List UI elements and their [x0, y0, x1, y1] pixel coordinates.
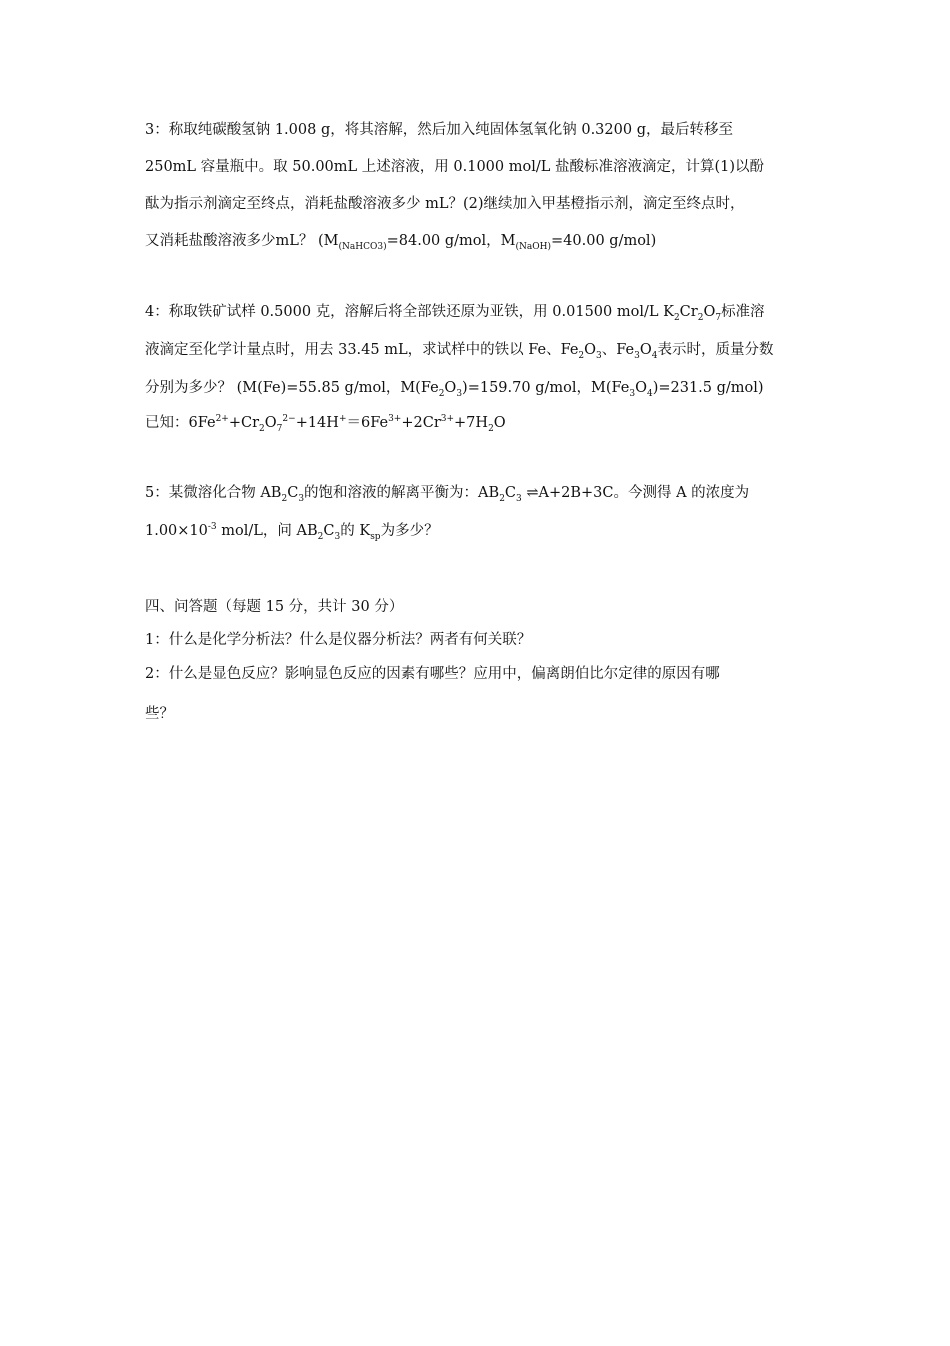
essay-question-2-line-2: 些？ [145, 706, 174, 722]
q3-line-2: 250mL 容量瓶中。取 50.00mL 上述溶液，用 0.1000 mol/L 盐酸标准溶液滴定，计算(1)以酚 [145, 159, 765, 175]
essay-question-1: 1：什么是化学分析法？什么是仪器分析法？两者有何关联？ [145, 632, 532, 648]
q5-line-1: 5：某微溶化合物 $AB_2C_3$的饱和溶液的解离平衡为：$AB_2C_3$ ⇌A+2B+3C。今测得 A 的浓度为 [145, 485, 750, 504]
q5-line-2: $1.00\times 10^{-3}$ mol/L，问 $AB_2C_3$的 $K_{sp}$为多少？ [145, 522, 439, 542]
q3-line-4: 又消耗盐酸溶液多少mL？ ($M_{(NaHCO3)}=84.00$ g/mol，$M_{(NaOH)}=40.00$ g/mol) [145, 233, 657, 252]
q4-line-3: 分别为多少？ (M(Fe)=55.85 g/mol，$M(Fe_2O_3)=159.70$ g/mol，$M(Fe_3O_4)=231.5$ g/mol) [145, 380, 764, 399]
q3-line-1: 3：称取纯碳酸氢钠 1.008 g，将其溶解，然后加入纯固体氢氧化钠 0.3200 g，最后转移至 [145, 122, 733, 138]
essay-question-2-line-1: 2：什么是显色反应？影响显色反应的因素有哪些？应用中，偏离朗伯比尔定律的原因有哪 [145, 666, 720, 682]
q4-line-1: 4：称取铁矿试样 0.5000 克，溶解后将全部铁还原为亚铁，用 0.01500 mol/L $K_2Cr_2O_7$标准溶 [145, 304, 765, 323]
q3-line-3: 酞为指示剂滴定至终点，消耗盐酸溶液多少 mL？(2)继续加入甲基橙指示剂，滴定至终点时， [145, 196, 745, 212]
q4-known-equation: 已知：$6Fe^{2+}+Cr_2O_7^{2-}+14H^+=6Fe^{3+}+2Cr^{3+}+7H_2O$ [145, 414, 506, 434]
section-heading: 四、问答题（每题 15 分，共计 30 分） [145, 599, 404, 615]
q4-line-2: 液滴定至化学计量点时，用去 33.45 mL，求试样中的铁以 Fe、$Fe_2O_3$、$Fe_3O_4$表示时，质量分数 [145, 342, 774, 361]
